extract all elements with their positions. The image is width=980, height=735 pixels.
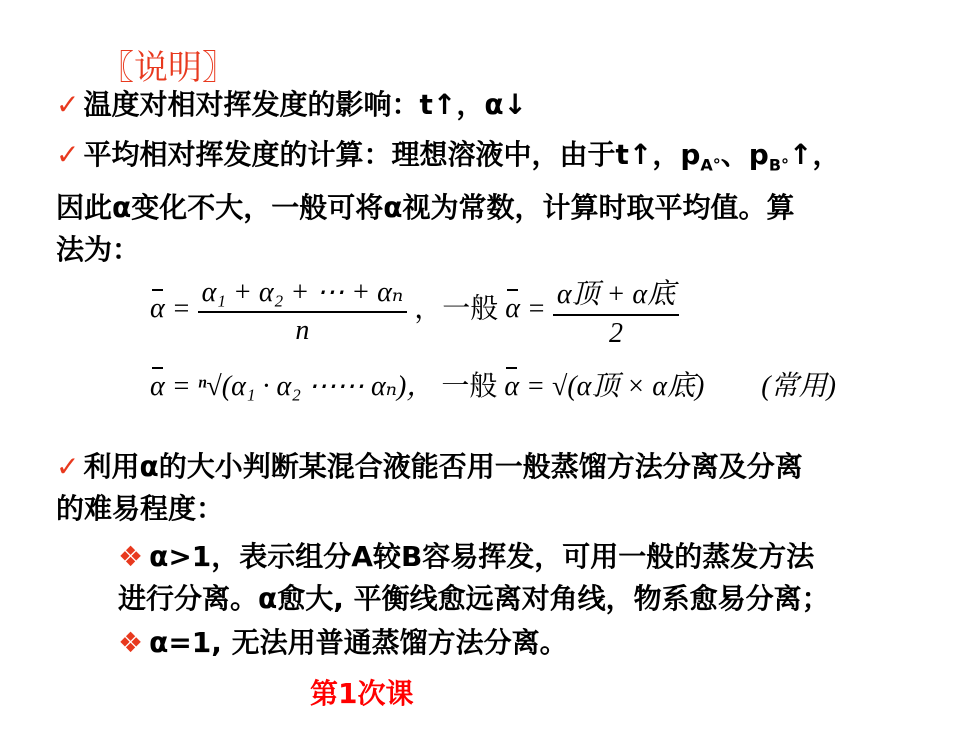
bullet-text: 温度对相对挥发度的影响：t↑，α↓ <box>83 88 528 121</box>
subscript-b: B° <box>768 155 790 175</box>
sub-bullet-text-line2: 进行分离。α愈大, 平衡线愈远离对角线，物系愈易分离； <box>118 582 830 615</box>
bullet-temperature <box>56 84 527 126</box>
bullet-average-volatility <box>56 134 840 271</box>
formula-right: = √(α顶 × α底) <box>526 371 705 402</box>
bullet-text-line2: 因此α变化不大，一般可将α视为常数，计算时取平均值。算 <box>56 190 795 224</box>
check-icon: ✓ <box>56 450 80 483</box>
bullet-text: 平均相对挥发度的计算：理想溶液中，由于t↑，p <box>83 138 701 171</box>
alpha-bar-symbol: α <box>505 293 520 325</box>
separator-text: 、p <box>720 138 769 171</box>
formula-connector: ，一般 <box>414 291 499 325</box>
fraction-numerator: α顶 + α底 <box>553 272 679 316</box>
fraction-denominator: n <box>295 315 310 346</box>
alpha-bar-symbol: α <box>150 371 165 402</box>
bullet-text-line2: 的难易程度： <box>56 492 225 525</box>
sub-bullet-alpha-equal <box>118 622 568 664</box>
slide-title: 〖说明〗 <box>100 48 236 88</box>
fraction-denominator: 2 <box>608 318 623 349</box>
check-icon: ✓ <box>56 138 80 171</box>
bullet-text: 利用α的大小判断某混合液能否用一般蒸馏方法分离及分离 <box>83 450 803 483</box>
sub-bullet-text: α=1, 无法用普通蒸馏方法分离。 <box>149 626 568 659</box>
check-icon: ✓ <box>56 88 80 121</box>
formula-left: = ⁿ√(α₁ · α₂ ⋯⋯ αₙ)， <box>171 371 435 402</box>
diamond-icon: ❖ <box>118 540 144 573</box>
formula-arithmetic-mean: α = $\frac{\text{α₁ + α₂ + ⋯ + αₙ}}{n}$ ，一般 α = $\frac{\text{α顶 + α底}}{2}$ <box>150 272 679 350</box>
arrow-text: ↑， <box>789 138 841 171</box>
sub-bullet-alpha-greater <box>118 536 830 620</box>
bullet-text-line3: 法为： <box>56 232 141 266</box>
formula-connector: 一般 <box>441 369 498 402</box>
formula-note: (常用) <box>761 371 836 402</box>
fraction-left <box>198 275 408 347</box>
lesson-label: 第1次课 <box>310 677 414 710</box>
subscript-a: A° <box>700 155 721 175</box>
formula-geometric-mean <box>150 364 836 404</box>
sub-bullet-text: α>1，表示组分A较B容易挥发，可用一般的蒸发方法 <box>149 540 815 573</box>
alpha-bar-symbol: α <box>504 371 520 402</box>
bullet-separation <box>56 446 803 530</box>
fraction-right <box>553 272 679 350</box>
alpha-bar-symbol: α <box>150 293 165 325</box>
diamond-icon: ❖ <box>118 626 144 659</box>
fraction-numerator: α₁ + α₂ + ⋯ + αₙ <box>198 275 408 313</box>
